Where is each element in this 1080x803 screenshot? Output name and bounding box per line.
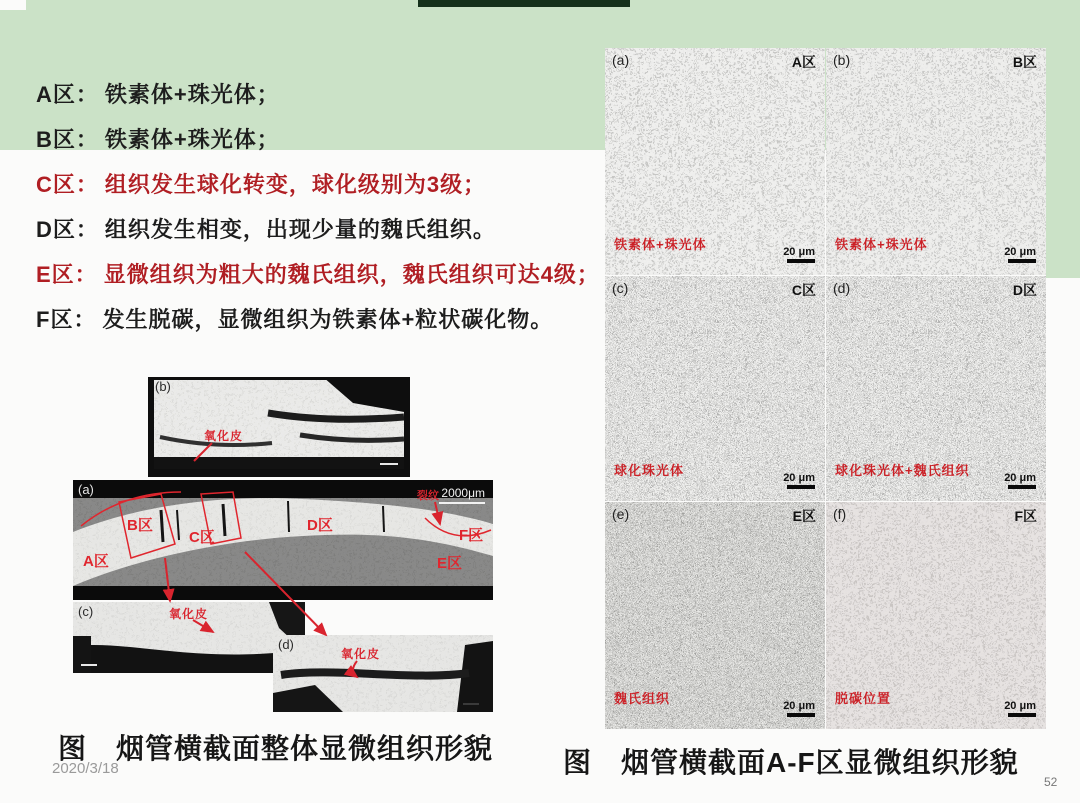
zone-line-b	[36, 117, 596, 162]
scale-bar-20um	[783, 700, 815, 717]
crack-label: 裂纹	[417, 490, 439, 502]
corner-notch	[0, 0, 26, 10]
scale-bar-20um	[1004, 246, 1036, 263]
panel-annotation: 球化珠光体	[614, 463, 685, 478]
top-accent-strip	[418, 0, 630, 7]
scale-bar-20um	[1004, 700, 1036, 717]
panel-id: (b)	[833, 52, 851, 68]
micrograph-panel-f	[826, 502, 1046, 729]
scale-text: 20 μm	[1004, 472, 1036, 484]
scale-text: 2000μm	[441, 486, 485, 500]
scale-bar-line	[439, 502, 485, 504]
montage-panel-a	[73, 480, 493, 600]
scale-bar-line	[787, 259, 815, 263]
panel-id: (f)	[833, 506, 847, 522]
panel-annotation: 魏氏组织	[614, 691, 671, 706]
scale-text: 20 μm	[1004, 700, 1036, 712]
zone-desc: 组织发生球化转变，球化级别为3级；	[104, 172, 487, 197]
zone-label: E区：	[36, 262, 98, 287]
panel-id: (c)	[78, 604, 94, 619]
zone-marker-c: C区	[189, 529, 215, 546]
zone-label: A区：	[36, 82, 99, 107]
oxide-scale-label: 氧化皮	[169, 607, 209, 621]
panel-zone: B区	[1012, 54, 1037, 70]
zone-label: D区：	[36, 217, 99, 242]
panel-annotation: 铁素体+珠光体	[835, 237, 928, 252]
panel-id: (a)	[612, 52, 630, 68]
zone-label: F区：	[36, 307, 97, 332]
scale-bar-line	[787, 485, 815, 489]
zone-desc: 铁素体+珠光体；	[104, 82, 280, 107]
zone-label: C区：	[36, 172, 99, 197]
panel-id: (c)	[612, 280, 629, 296]
scale-bar-line	[1008, 259, 1036, 263]
montage-panel-d	[273, 635, 493, 712]
scale-text: 20 μm	[1004, 246, 1036, 258]
panel-zone: D区	[1012, 282, 1037, 298]
micrograph-texture	[273, 635, 493, 712]
micrograph-panel-a	[605, 48, 825, 275]
zone-line-f	[36, 297, 596, 342]
montage-panel-b	[148, 377, 410, 477]
micrograph-panel-b	[826, 48, 1046, 275]
scale-bar-line	[1008, 485, 1036, 489]
panel-annotation: 铁素体+珠光体	[614, 237, 707, 252]
panel-id: (e)	[612, 506, 630, 522]
panel-id: (a)	[78, 482, 94, 497]
zone-desc: 发生脱碳，显微组织为铁素体+粒状碳化物。	[102, 307, 554, 332]
scale-bar-line	[1008, 713, 1036, 717]
panel-annotation: 球化珠光体+魏氏组织	[835, 463, 970, 478]
zone-desc: 组织发生相变，出现少量的魏氏组织。	[104, 217, 496, 242]
page-number: 52	[1044, 775, 1058, 789]
right-green-band	[1046, 0, 1080, 278]
caption-left: 图 烟管横截面整体显微组织形貌	[58, 733, 494, 764]
zone-marker-d: D区	[307, 517, 333, 534]
scale-bar-20um	[783, 472, 815, 489]
micrograph-panel-d	[826, 276, 1046, 501]
micrograph-texture	[148, 377, 410, 477]
panel-zone: F区	[1014, 508, 1037, 524]
caption-right: 图 烟管横截面A-F区显微组织形貌	[563, 747, 1019, 778]
zone-desc: 显微组织为粗大的魏氏组织，魏氏组织可达4级；	[103, 262, 600, 287]
oxide-scale-label: 氧化皮	[204, 429, 244, 443]
micrograph-panel-c	[605, 276, 825, 501]
zone-marker-e: E区	[437, 555, 463, 572]
zone-label: B区：	[36, 127, 99, 152]
scale-bar-line	[787, 713, 815, 717]
montage-panel-c	[73, 602, 305, 673]
zone-marker-a: A区	[83, 553, 109, 570]
zone-desc: 铁素体+珠光体；	[104, 127, 280, 152]
zone-marker-f: F区	[459, 527, 484, 544]
panel-zone: E区	[792, 508, 816, 524]
panel-id: (d)	[278, 637, 294, 652]
scale-bar-20um	[1004, 472, 1036, 489]
scale-text: 20 μm	[783, 472, 815, 484]
zone-line-c	[36, 162, 596, 207]
zone-line-a	[36, 72, 596, 117]
panel-id: (b)	[155, 379, 171, 394]
scale-bar-2000um	[439, 486, 485, 504]
micrograph-grid	[605, 48, 1046, 729]
scale-text: 20 μm	[783, 246, 815, 258]
zone-line-e	[36, 252, 600, 297]
scale-text: 20 μm	[783, 700, 815, 712]
micrograph-panel-e	[605, 502, 825, 729]
zone-line-d	[36, 207, 596, 252]
panel-annotation: 脱碳位置	[835, 691, 892, 706]
panel-id: (d)	[833, 280, 851, 296]
panel-zone: A区	[791, 54, 816, 70]
scale-bar-20um	[783, 246, 815, 263]
panel-zone: C区	[791, 282, 816, 298]
zone-description-list	[36, 72, 600, 342]
zone-marker-b: B区	[127, 517, 153, 534]
slide-date: 2020/3/18	[52, 760, 119, 777]
oxide-scale-label: 氧化皮	[341, 647, 381, 661]
